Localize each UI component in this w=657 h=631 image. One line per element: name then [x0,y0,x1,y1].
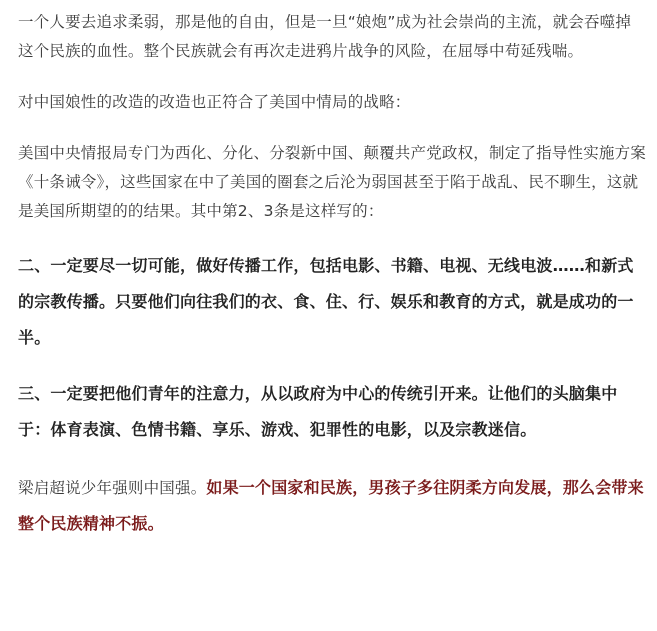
paragraph-4-bold: 二、一定要尽一切可能，做好传播工作，包括电影、书籍、电视、无线电波……和新式的宗教传播。只要他们向往我们的衣、食、住、行、娱乐和教育的方式，就是成功的一半。 [18,256,634,347]
paragraph-1: 一个人要去追求柔弱，那是他的自由，但是一旦“娘炮”成为社会崇尚的主流，就会吞噬掉这个民族的血性。整个民族就会有再次走进鸦片战争的风险，在屈辱中苟延残喘。 [18,13,632,60]
paragraph-2: 对中国娘性的改造的改造也正符合了美国中情局的战略： [18,93,411,111]
paragraph-6 [18,470,646,542]
paragraph-6-normal: 梁启超说少年强则中国强。 [18,479,207,497]
article-body [18,8,646,542]
paragraph-6-emphasis: 如果一个国家和民族，男孩子多往阴柔方向发展，那么会带来整个民族精神不振。 [18,478,644,533]
paragraph-5-bold: 三、一定要把他们青年的注意力，从以政府为中心的传统引开来。让他们的头脑集中于：体育表演、色情书籍、享乐、游戏、犯罪性的电影，以及宗教迷信。 [18,384,618,439]
paragraph-3: 美国中央情报局专门为西化、分化、分裂新中国、颠覆共产党政权，制定了指导性实施方案《十条诫令》，这些国家在中了美国的圈套之后沦为弱国甚至于陷于战乱、民不聊生，这就是美国所期望的的结果。其中第2、3条是这样写的： [18,144,647,220]
